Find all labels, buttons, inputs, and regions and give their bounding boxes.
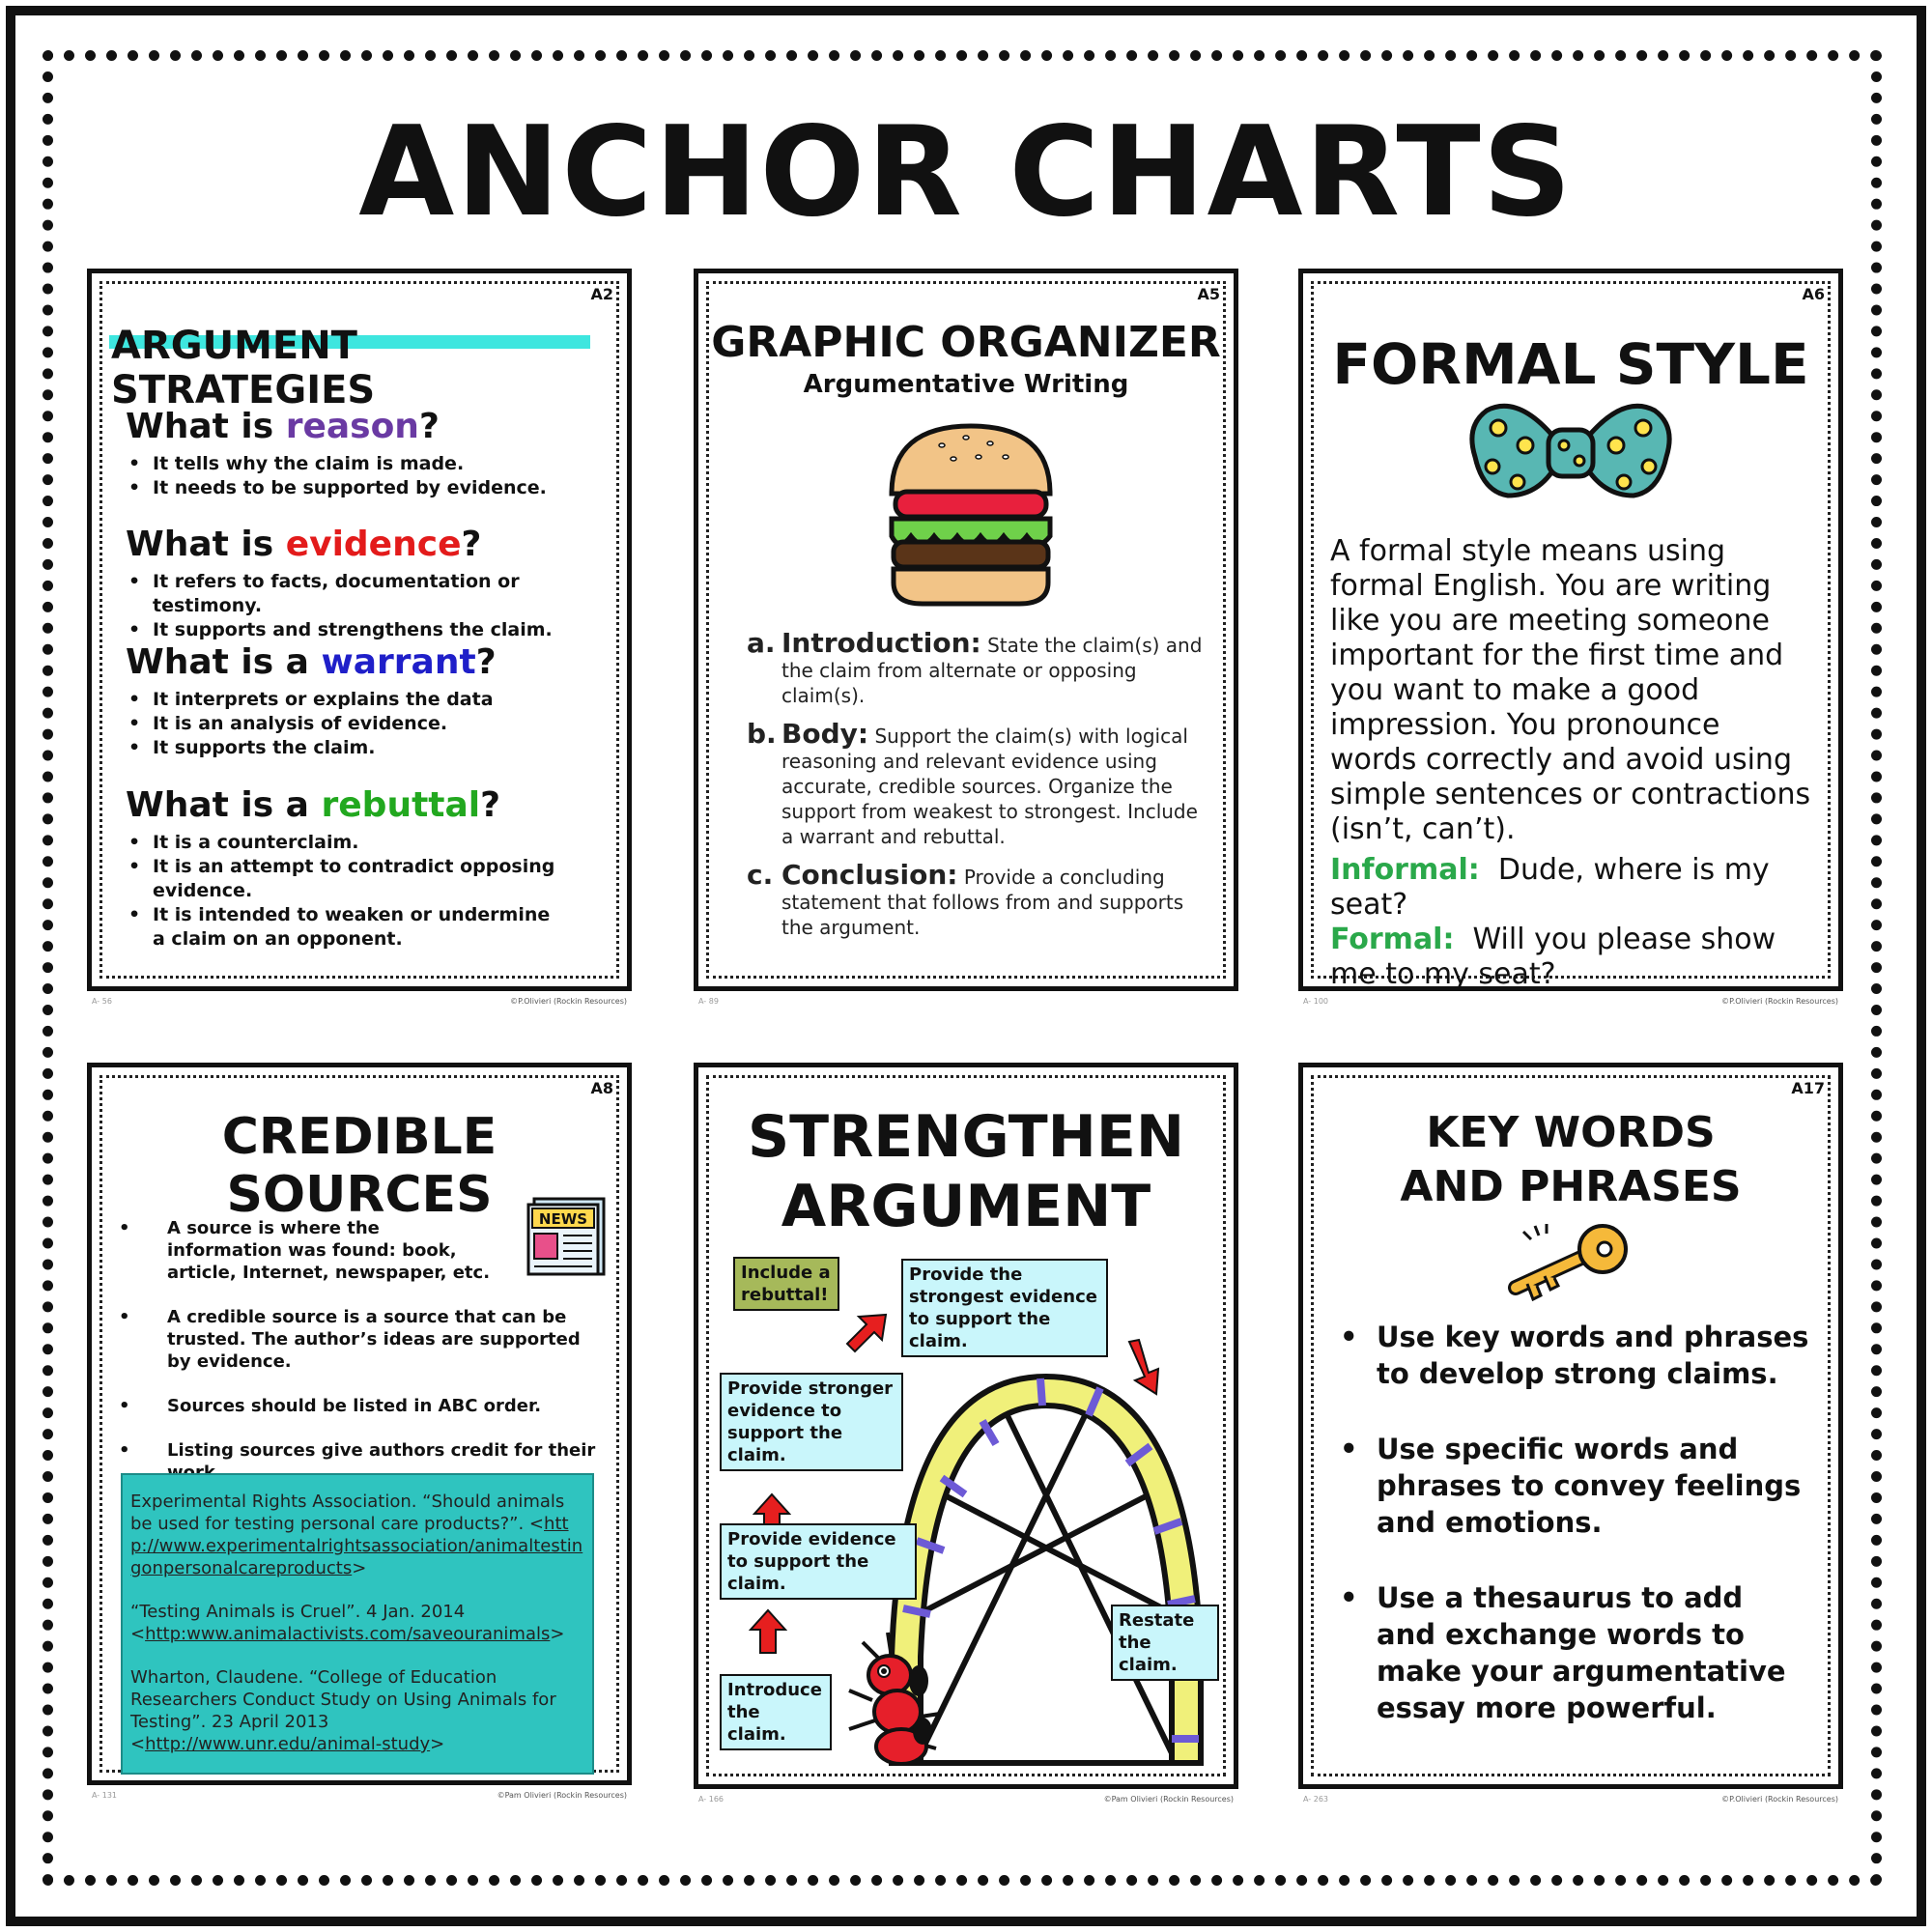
card-argument-strategies [87,269,632,1006]
ant-icon [843,1623,950,1768]
bullet-item: • It is intended to weaken or undermine a claim on an opponent. [153,903,568,952]
section-warrant [126,642,497,760]
card-formal-style [1298,269,1843,1006]
bullet-item: • Use key words and phrases to develop strong claims. [1340,1319,1811,1392]
question-heading: What is evidence? [126,525,482,564]
card-title: ARGUMENT STRATEGIES [111,324,376,412]
keyword-warrant: warrant [321,642,476,682]
bullet-item: • Sources should be listed in ABC order. [119,1395,598,1417]
card-key-words [1298,1063,1843,1804]
card-title: CREDIBLE SOURCES [221,1108,497,1224]
citation-link[interactable]: http://www.experimentalrightsassociation/animaltestingonpersonalcareproducts [130,1514,583,1578]
section-evidence [126,525,627,642]
keyword-evidence: evidence [285,525,462,564]
step-introduce-claim: Introduce the claim. [720,1674,832,1750]
list-item: b. Body: Support the claim(s) with logical reasoning and relevant evidence using accurate, credible sources. Organize the support from weakest to strongest. Include a warrant and rebuttal. [747,718,1198,848]
bullet-item: • It interprets or explains the data [153,688,497,712]
card-credible-sources [87,1063,632,1800]
formal-style-description: A formal style means using formal English. You are writing like you are meeting someone important for the first time and you want to make a good impression. You pronounce words correctly and avoid using simple sentences or contractions (isn’t, can’t). [1330,534,1811,846]
formal-example: Formal: Will you please show me to my seat? [1330,923,1776,991]
list-item: c. Conclusion: Provide a concluding statement that follows from and supports the argument. [747,859,1184,939]
section-reason [126,407,547,500]
card-graphic-organizer [694,269,1238,1006]
copyright: ©P.Olivieri (Rockin Resources) [1721,1795,1838,1804]
keyword-rebuttal: rebuttal [321,785,481,825]
section-rebuttal [126,785,588,952]
card-title: GRAPHIC ORGANIZER [711,318,1221,367]
bullet-item: • It supports and strengthens the claim. [153,618,627,642]
citation: Wharton, Claudene. “College of Education Researchers Conduct Study on Using Animals for Testing”. 23 April 2013 <http://www.unr.edu/animal-study> [130,1667,556,1754]
copyright: ©P.Olivieri (Rockin Resources) [510,997,627,1006]
copyright: ©Pam Olivieri (Rockin Resources) [497,1791,627,1800]
arrow-diagonal-up-icon [843,1311,890,1357]
page-ref: A- 56 [92,997,112,1006]
page-ref: A- 263 [1303,1795,1328,1804]
card-code: A5 [1197,285,1220,303]
bow-tie-icon [1469,399,1672,505]
step-restate-claim: Restate the claim. [1111,1605,1219,1681]
bullet-item: • A credible source is a source that can be trusted. The author’s ideas are supported by evidence. [119,1306,598,1373]
news-label: NEWS [538,1210,588,1228]
key-icon [1506,1222,1641,1309]
bullet-item: • It needs to be supported by evidence. [153,476,547,500]
organizer-list [747,627,1205,953]
citation-link[interactable]: http:www.animalactivists.com/saveouranimals [145,1624,551,1644]
bullet-item: • Listing sources give authors credit for their [119,1439,598,1484]
page-ref: A- 89 [698,997,719,1006]
card-strengthen-argument [694,1063,1238,1804]
card-code: A8 [590,1079,613,1097]
bullet-item: • It is an analysis of evidence. [153,712,497,736]
step-provide-evidence: Provide evidence to support the claim. [720,1523,917,1600]
bullet-item: • Use specific words and phrases to convey feelings and emotions. [1340,1431,1811,1541]
bullet-item: • It is a counterclaim. [153,831,568,855]
bullet-item: • It refers to facts, documentation or testimony. [153,570,627,618]
bullet-item: • It is an attempt to contradict opposing evidence. [153,855,568,903]
bullet-item: • It supports the claim. [153,736,497,760]
hamburger-icon [884,418,1058,611]
question-heading: What is a rebuttal? [126,785,501,825]
bullet-item: • Use a thesaurus to add and exchange words to make your argumentative essay more powerful. [1340,1579,1811,1726]
card-code: A6 [1802,285,1825,303]
step-strongest-evidence: Provide the strongest evidence to support the claim. [901,1259,1108,1357]
citation: “Testing Animals is Cruel”. 4 Jan. 2014 <http:www.animalactivists.com/saveouranimals> [130,1602,565,1644]
bullet-item: • A source is where the information was found: book, article, Internet, newspaper, etc. [119,1217,496,1284]
card-title: KEY WORDS AND PHRASES [1400,1108,1742,1211]
keyword-bullets [1340,1319,1811,1765]
card-title: STRENGTHEN ARGUMENT [747,1103,1185,1240]
copyright: ©P.Olivieri (Rockin Resources) [1721,997,1838,1006]
card-code: A2 [590,285,613,303]
arrow-up-icon [749,1608,787,1655]
citation-box [121,1473,594,1775]
question-heading: What is a warrant? [126,642,497,682]
step-include-rebuttal: Include a rebuttal! [733,1257,839,1311]
step-stronger-evidence: Provide stronger evidence to support the claim. [720,1373,903,1471]
citation: Experimental Rights Association. “Should animals be used for testing personal care products?”. <http://www.experimentalrightsassociation/animaltestingonpersonalcareproducts> [130,1492,583,1578]
card-code: A17 [1791,1079,1825,1097]
card-title: FORMAL STYLE [1332,331,1809,397]
page-ref: A- 100 [1303,997,1328,1006]
page-ref: A- 166 [698,1795,724,1804]
source-bullets [119,1217,598,1506]
card-subtitle: Argumentative Writing [803,370,1129,399]
informal-example: Informal: Dude, where is my seat? [1330,853,1770,922]
list-item: a. Introduction: State the claim(s) and the claim from alternate or opposing claim(s). [747,627,1203,707]
examples [1330,853,1813,992]
question-heading: What is reason? [126,407,440,446]
page-title: ANCHOR CHARTS [358,100,1574,244]
citation-link[interactable]: http://www.unr.edu/animal-study [145,1734,431,1754]
copyright: ©Pam Olivieri (Rockin Resources) [1103,1795,1234,1804]
keyword-reason: reason [285,407,419,446]
bullet-item: • It tells why the claim is made. [153,452,547,476]
arrow-diagonal-down-icon [1123,1338,1170,1396]
page-ref: A- 131 [92,1791,117,1800]
